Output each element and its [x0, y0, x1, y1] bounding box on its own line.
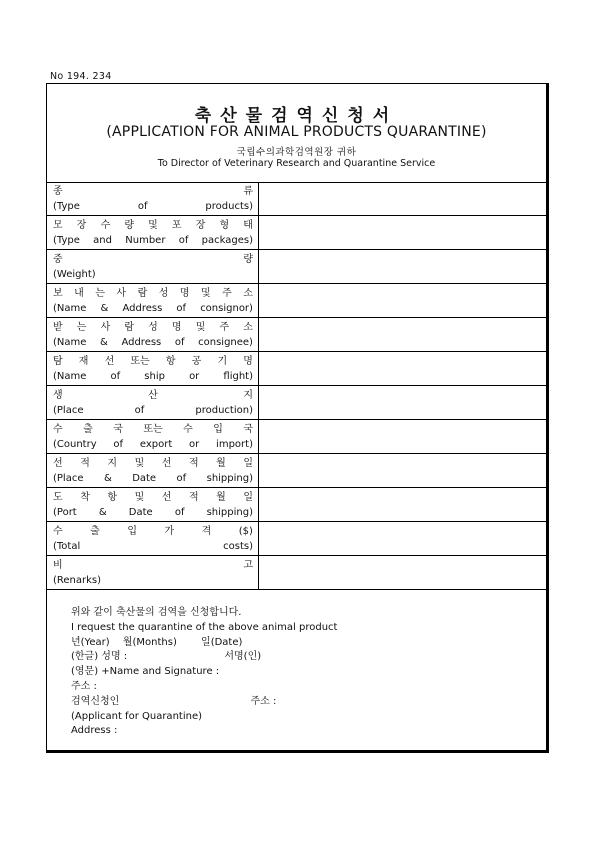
label-korean-word: 소	[243, 288, 253, 299]
addressee-english: To Director of Veterinary Research and Quarantine Service	[157, 158, 436, 169]
row-label-english	[53, 337, 253, 349]
day-label: 일(Date)	[201, 636, 243, 648]
row-label-korean	[53, 389, 253, 405]
label-korean-word: ($)	[238, 526, 253, 537]
label-korean-word: 람	[137, 288, 148, 299]
row-label	[47, 352, 259, 385]
label-korean-word: 일	[243, 492, 253, 503]
label-english-word: Address	[121, 337, 162, 348]
label-english-word: of	[176, 303, 187, 314]
row-label-english	[53, 269, 253, 281]
row-value-field[interactable]	[259, 454, 546, 487]
label-korean-word: 선	[161, 492, 172, 503]
address-label: 주소 :	[71, 680, 97, 692]
row-label-korean	[53, 355, 253, 371]
date-line	[71, 636, 337, 651]
label-english-word: export	[139, 439, 173, 450]
label-english-word: of	[137, 201, 148, 212]
label-english-word: and	[93, 235, 112, 246]
label-english-word: of	[110, 371, 121, 382]
addressee-korean: 국립수의과학검역원장 귀하	[236, 147, 357, 158]
row-label-korean	[53, 491, 253, 507]
label-english-word: (Weight)	[53, 269, 96, 280]
form-row	[47, 352, 546, 386]
label-korean-word: 적	[188, 492, 199, 503]
label-english-word: (Type	[53, 201, 80, 212]
label-korean-word: 태	[243, 220, 253, 231]
label-korean-word: 입	[213, 424, 223, 435]
label-korean-word: 선	[53, 458, 63, 469]
label-korean-word: 입	[127, 526, 137, 537]
label-korean-word: 는	[95, 288, 105, 299]
row-value-field[interactable]	[259, 420, 546, 453]
label-korean-word: 중	[53, 254, 63, 265]
label-korean-word: 량	[124, 220, 135, 231]
label-korean-word: 선	[161, 458, 172, 469]
label-korean-word: 사	[116, 288, 127, 299]
row-label	[47, 556, 259, 589]
label-korean-word: 및	[134, 492, 145, 503]
label-korean-word: 비	[53, 560, 63, 571]
form-fields-table	[47, 182, 546, 590]
label-korean-word: 명	[243, 356, 253, 367]
row-label-english	[53, 303, 253, 315]
row-value-field[interactable]	[259, 352, 546, 385]
row-value-field[interactable]	[259, 386, 546, 419]
label-korean-word: 격	[201, 526, 212, 537]
row-label-english	[53, 507, 253, 519]
declaration-block	[71, 606, 337, 739]
label-english-word: &	[100, 303, 109, 314]
form-row	[47, 522, 546, 556]
form-row	[47, 284, 546, 318]
label-korean-word: 및	[148, 220, 158, 231]
application-form	[46, 83, 549, 753]
row-label-english	[53, 371, 253, 383]
label-korean-word: 수	[53, 424, 63, 435]
label-english-word: of	[176, 473, 187, 484]
row-label-korean	[53, 185, 253, 201]
label-korean-word: 및	[195, 322, 206, 333]
label-english-word: or	[189, 439, 200, 450]
label-korean-word: 장	[76, 220, 87, 231]
label-korean-word: 공	[191, 356, 202, 367]
label-english-word: (Name	[53, 337, 87, 348]
row-label-english	[53, 235, 253, 247]
form-title-korean: 축산물검역신청서	[194, 106, 399, 126]
form-row	[47, 420, 546, 454]
label-english-word: production)	[195, 405, 253, 416]
label-korean-word: 출	[83, 424, 93, 435]
row-label-english	[53, 541, 253, 553]
row-value-field[interactable]	[259, 318, 546, 351]
label-korean-word: 적	[188, 458, 199, 469]
label-english-word: of	[174, 507, 185, 518]
row-label-korean	[53, 219, 253, 235]
label-english-word: ship	[144, 371, 165, 382]
label-korean-word: 명	[179, 288, 190, 299]
address-english-label: Address :	[71, 725, 118, 737]
row-label-korean	[53, 457, 253, 473]
form-row	[47, 250, 546, 284]
label-english-word: (Name	[53, 303, 87, 314]
applicant-address-label: 주소 :	[250, 695, 277, 707]
label-korean-word: 착	[80, 492, 90, 503]
row-label	[47, 488, 259, 521]
row-label-english	[53, 201, 253, 213]
label-english-word: &	[98, 507, 107, 518]
label-english-word: Date	[128, 507, 153, 518]
label-korean-word: 또는	[143, 424, 163, 435]
form-row	[47, 216, 546, 250]
label-korean-word: 생	[53, 390, 63, 401]
label-korean-word: 수	[53, 526, 63, 537]
label-korean-word: 장	[195, 220, 206, 231]
label-english-word: &	[100, 337, 108, 348]
label-korean-word: 사	[100, 322, 111, 333]
label-korean-word: 국	[113, 424, 123, 435]
label-english-word: (Place	[53, 473, 84, 484]
row-label-korean	[53, 423, 253, 439]
label-korean-word: 성	[148, 322, 158, 333]
label-korean-word: 재	[78, 356, 89, 367]
label-english-word: Address	[122, 303, 163, 314]
label-english-word: or	[189, 371, 200, 382]
form-row	[47, 488, 546, 522]
label-english-word: shipping)	[206, 473, 253, 484]
label-korean-word: 람	[124, 322, 135, 333]
label-english-word: costs)	[223, 541, 253, 552]
row-label	[47, 454, 259, 487]
label-korean-word: 항	[165, 356, 176, 367]
row-label-english	[53, 473, 253, 485]
label-korean-word: 보	[53, 288, 63, 299]
label-korean-word: 성	[158, 288, 169, 299]
label-korean-word: 는	[76, 322, 87, 333]
label-korean-word: 모	[53, 220, 63, 231]
label-korean-word: 량	[243, 254, 253, 265]
applicant-line	[71, 695, 337, 710]
row-label-korean	[53, 559, 253, 575]
label-korean-word: 출	[90, 526, 100, 537]
label-korean-word: 고	[243, 560, 253, 571]
form-number: No 194. 234	[50, 71, 112, 82]
label-korean-word: 소	[243, 322, 253, 333]
year-label: 년(Year)	[71, 636, 110, 648]
label-korean-word: 수	[100, 220, 111, 231]
label-english-word: packages)	[201, 235, 253, 246]
row-value-field[interactable]	[259, 488, 546, 521]
label-korean-word: 지	[243, 390, 253, 401]
label-english-word: (Renarks)	[53, 575, 102, 586]
row-label	[47, 284, 259, 317]
form-row	[47, 386, 546, 420]
form-header	[47, 84, 546, 183]
applicant-korean: 검역신청인	[71, 695, 120, 707]
label-english-word: (Port	[53, 507, 77, 518]
row-label-korean	[53, 253, 253, 269]
label-english-word: (Type	[53, 235, 80, 246]
label-english-word: (Country	[53, 439, 97, 450]
row-value-field[interactable]	[259, 250, 546, 283]
label-english-word: &	[103, 473, 112, 484]
row-value-field[interactable]	[259, 556, 546, 589]
label-korean-word: 항	[107, 492, 118, 503]
label-korean-word: 받	[53, 322, 63, 333]
row-label	[47, 250, 259, 283]
row-label-english	[53, 405, 253, 417]
name-korean-line	[71, 650, 337, 665]
label-english-word: consignor)	[200, 303, 253, 314]
label-english-word: of	[134, 405, 145, 416]
name-english-label: (영문) +Name and Signature :	[71, 666, 220, 678]
row-label	[47, 522, 259, 555]
label-korean-word: 월	[216, 458, 226, 469]
label-english-word: Date	[132, 473, 157, 484]
label-korean-word: 일	[243, 458, 253, 469]
form-row	[47, 182, 546, 216]
form-title-english: (APPLICATION FOR ANIMAL PRODUCTS QUARANTINE)	[106, 124, 487, 140]
label-korean-word: 내	[74, 288, 84, 299]
row-value-field[interactable]	[259, 216, 546, 249]
label-korean-word: 포	[171, 220, 182, 231]
label-english-word: (Total	[53, 541, 81, 552]
label-english-word: consignee)	[198, 337, 253, 348]
label-english-word: shipping)	[206, 507, 253, 518]
label-english-word: of	[174, 337, 185, 348]
label-korean-word: 류	[243, 186, 253, 197]
label-english-word: Number	[125, 235, 166, 246]
label-korean-word: 수	[183, 424, 193, 435]
label-korean-word: 탐	[53, 356, 63, 367]
row-label	[47, 216, 259, 249]
row-label	[47, 182, 259, 215]
label-english-word: import)	[216, 439, 253, 450]
row-label-english	[53, 575, 253, 587]
row-label	[47, 420, 259, 453]
row-value-field[interactable]	[259, 284, 546, 317]
label-korean-word: 산	[148, 390, 158, 401]
label-korean-word: 월	[216, 492, 226, 503]
label-korean-word: 또는	[130, 356, 150, 367]
form-row	[47, 454, 546, 488]
row-label	[47, 386, 259, 419]
label-korean-word: 기	[217, 356, 228, 367]
label-english-word: (Name	[53, 371, 87, 382]
label-korean-word: 형	[219, 220, 230, 231]
row-label-english	[53, 439, 253, 451]
label-korean-word: 및	[200, 288, 211, 299]
label-korean-word: 주	[222, 288, 232, 299]
row-value-field[interactable]	[259, 182, 546, 215]
label-english-word: of	[113, 439, 124, 450]
label-korean-word: 지	[107, 458, 118, 469]
row-label	[47, 318, 259, 351]
label-english-word: of	[178, 235, 189, 246]
label-korean-word: 도	[53, 492, 63, 503]
row-label-korean	[53, 321, 253, 337]
label-korean-word: 명	[171, 322, 182, 333]
declaration-english: I request the quarantine of the above animal product	[71, 621, 338, 633]
form-row	[47, 318, 546, 352]
row-value-field[interactable]	[259, 522, 546, 555]
form-row	[47, 556, 546, 590]
label-korean-word: 적	[80, 458, 90, 469]
label-english-word: (Place	[53, 405, 84, 416]
name-korean-label: (한글) 성명 :	[71, 651, 128, 663]
row-label-korean	[53, 287, 253, 303]
label-korean-word: 가	[164, 526, 175, 537]
seal-label: 서명(인)	[224, 651, 262, 663]
label-korean-word: 국	[243, 424, 253, 435]
declaration-korean: 위와 같이 축산물의 검역을 신청합니다.	[71, 607, 242, 618]
row-label-korean	[53, 525, 253, 541]
label-korean-word: 종	[53, 186, 63, 197]
label-korean-word: 선	[104, 356, 115, 367]
applicant-english: (Applicant for Quarantine)	[71, 710, 202, 722]
label-korean-word: 주	[219, 322, 230, 333]
label-english-word: products)	[205, 201, 253, 212]
label-korean-word: 및	[134, 458, 145, 469]
month-label: 월(Months)	[122, 636, 177, 648]
label-english-word: flight)	[223, 371, 253, 382]
